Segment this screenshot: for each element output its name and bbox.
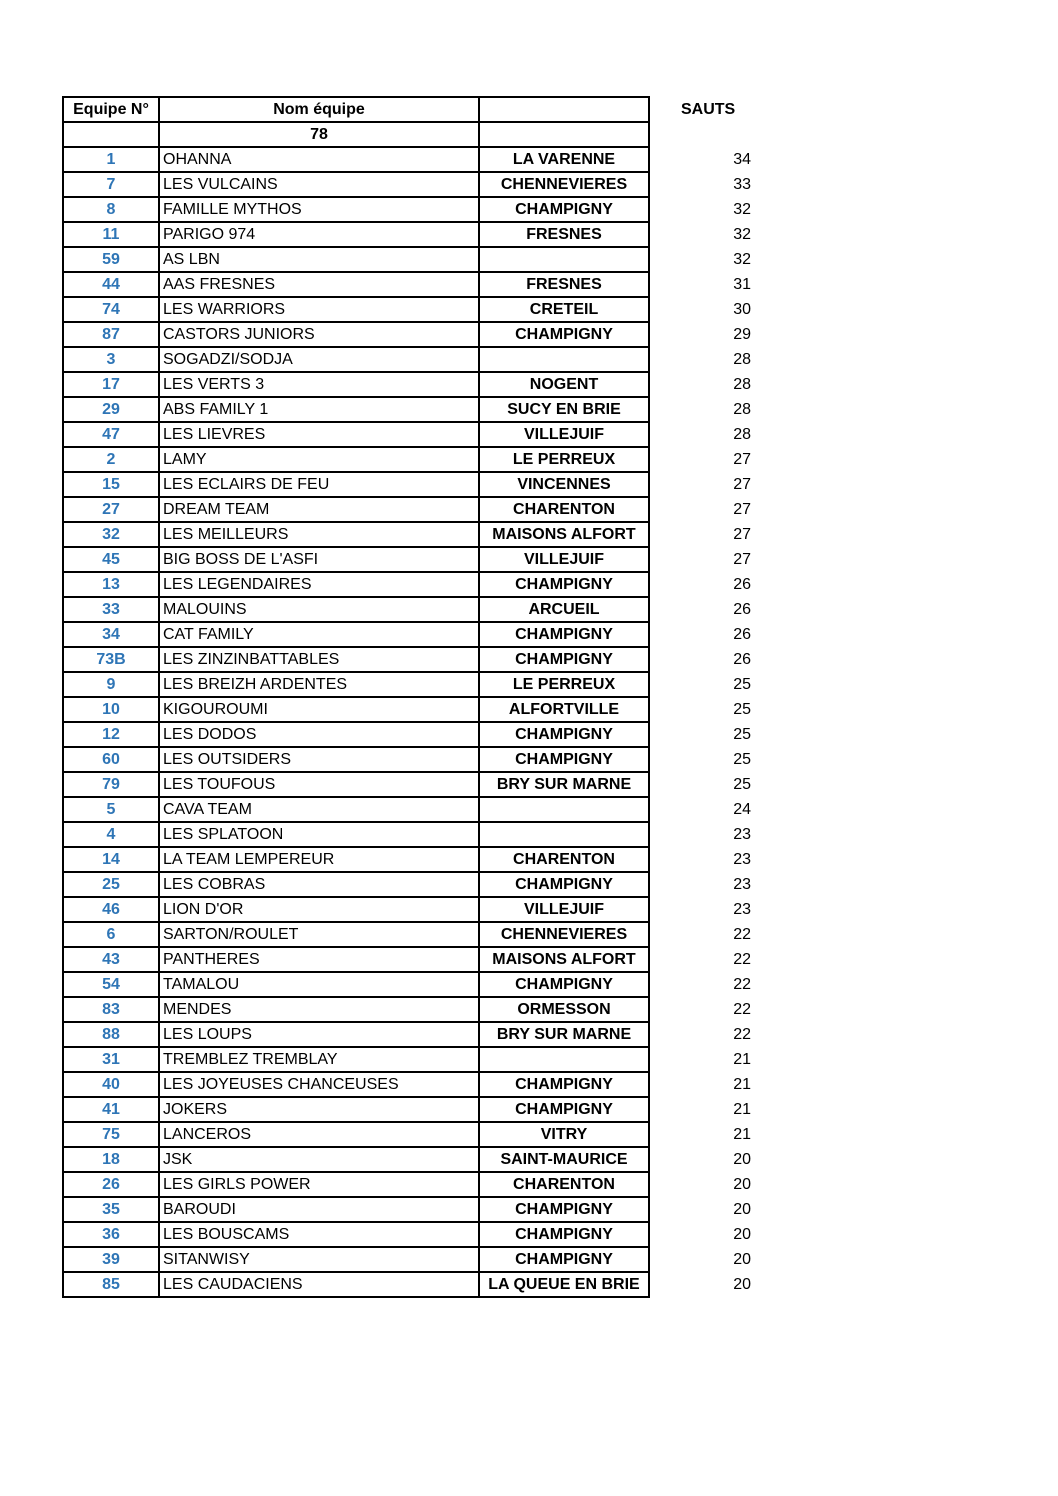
table-row xyxy=(63,1047,761,1072)
team-number-cell: 8 xyxy=(63,197,159,222)
team-number-cell: 10 xyxy=(63,697,159,722)
table-row xyxy=(63,1247,761,1272)
team-name-cell: LANCEROS xyxy=(159,1122,479,1147)
team-city-cell: LE PERREUX xyxy=(479,447,649,472)
score-cell: 21 xyxy=(733,1101,751,1118)
team-number-cell: 4 xyxy=(63,822,159,847)
team-name-cell: LES OUTSIDERS xyxy=(159,747,479,772)
gap-cell xyxy=(649,772,673,797)
team-city-cell xyxy=(479,797,649,822)
header-row xyxy=(63,97,761,122)
table-row xyxy=(63,472,761,497)
team-city-cell: NOGENT xyxy=(479,372,649,397)
team-name-cell: MALOUINS xyxy=(159,597,479,622)
team-number-cell: 25 xyxy=(63,872,159,897)
team-name-cell: LION D'OR xyxy=(159,897,479,922)
team-number-cell: 40 xyxy=(63,1072,159,1097)
team-number-cell: 33 xyxy=(63,597,159,622)
team-name-cell: CASTORS JUNIORS xyxy=(159,322,479,347)
gap-cell xyxy=(649,697,673,722)
team-city-cell: CHARENTON xyxy=(479,497,649,522)
team-city-cell: ARCUEIL xyxy=(479,597,649,622)
gap-cell xyxy=(649,1272,673,1297)
score-cell: 22 xyxy=(733,1026,751,1043)
table-row xyxy=(63,1172,761,1197)
table-row xyxy=(63,322,761,347)
team-number-cell: 6 xyxy=(63,922,159,947)
table-row xyxy=(63,797,761,822)
score-cell: 20 xyxy=(733,1251,751,1268)
table-row xyxy=(63,447,761,472)
gap-cell xyxy=(649,372,673,397)
table-row xyxy=(63,1197,761,1222)
score-cell: 20 xyxy=(733,1151,751,1168)
gap-cell xyxy=(649,1172,673,1197)
team-city-cell: CHAMPIGNY xyxy=(479,1197,649,1222)
table-row xyxy=(63,1097,761,1122)
gap-cell xyxy=(649,1247,673,1272)
score-cell: 22 xyxy=(733,1001,751,1018)
team-city-cell: LA VARENNE xyxy=(479,147,649,172)
team-name-cell: LES SPLATOON xyxy=(159,822,479,847)
team-number-cell: 36 xyxy=(63,1222,159,1247)
gap-cell xyxy=(649,597,673,622)
gap-cell xyxy=(649,1072,673,1097)
team-city-cell: ALFORTVILLE xyxy=(479,697,649,722)
team-name-cell: ABS FAMILY 1 xyxy=(159,397,479,422)
team-number-cell: 27 xyxy=(63,497,159,522)
team-name-cell: AS LBN xyxy=(159,247,479,272)
team-number-cell: 85 xyxy=(63,1272,159,1297)
team-city-cell: CHAMPIGNY xyxy=(479,572,649,597)
table-row xyxy=(63,422,761,447)
team-number-cell: 7 xyxy=(63,172,159,197)
table-row xyxy=(63,297,761,322)
gap-cell xyxy=(649,897,673,922)
gap-cell xyxy=(649,322,673,347)
team-name-cell: MENDES xyxy=(159,997,479,1022)
team-name-cell: LES DODOS xyxy=(159,722,479,747)
team-name-cell: LES VERTS 3 xyxy=(159,372,479,397)
subheader-row xyxy=(63,122,761,147)
team-name-cell: LES TOUFOUS xyxy=(159,772,479,797)
gap-cell xyxy=(649,972,673,997)
score-cell: 25 xyxy=(733,751,751,768)
team-name-cell: LES LIEVRES xyxy=(159,422,479,447)
team-number-cell: 41 xyxy=(63,1097,159,1122)
table-row xyxy=(63,972,761,997)
score-cell: 26 xyxy=(733,576,751,593)
results-table-container xyxy=(62,96,762,1298)
team-name-cell: LES COBRAS xyxy=(159,872,479,897)
score-cell: 28 xyxy=(733,376,751,393)
team-city-cell: MAISONS ALFORT xyxy=(479,947,649,972)
score-cell: 23 xyxy=(733,901,751,918)
gap-cell xyxy=(649,1122,673,1147)
team-number-cell: 32 xyxy=(63,522,159,547)
score-cell: 27 xyxy=(733,551,751,568)
team-number-cell: 87 xyxy=(63,322,159,347)
team-city-cell: BRY SUR MARNE xyxy=(479,772,649,797)
team-number-cell: 83 xyxy=(63,997,159,1022)
table-row xyxy=(63,922,761,947)
gap-cell xyxy=(649,947,673,972)
team-number-cell: 39 xyxy=(63,1247,159,1272)
gap-cell xyxy=(649,647,673,672)
team-name-cell: LES VULCAINS xyxy=(159,172,479,197)
results-table-body xyxy=(63,97,761,1297)
team-city-cell: VILLEJUIF xyxy=(479,547,649,572)
table-row xyxy=(63,572,761,597)
table-row xyxy=(63,722,761,747)
score-cell: 27 xyxy=(733,501,751,518)
score-cell: 27 xyxy=(733,451,751,468)
gap-cell xyxy=(649,722,673,747)
team-number-cell: 14 xyxy=(63,847,159,872)
team-city-cell: CHAMPIGNY xyxy=(479,647,649,672)
team-number-cell: 13 xyxy=(63,572,159,597)
team-name-cell: DREAM TEAM xyxy=(159,497,479,522)
team-name-cell: LES LOUPS xyxy=(159,1022,479,1047)
gap-cell xyxy=(649,172,673,197)
table-row xyxy=(63,147,761,172)
table-row xyxy=(63,1022,761,1047)
gap-cell xyxy=(649,847,673,872)
team-name-cell: SARTON/ROULET xyxy=(159,922,479,947)
team-number-cell: 12 xyxy=(63,722,159,747)
score-cell: 32 xyxy=(733,226,751,243)
team-name-cell: LES CAUDACIENS xyxy=(159,1272,479,1297)
table-row xyxy=(63,1272,761,1297)
team-city-cell xyxy=(479,247,649,272)
team-name-cell: BIG BOSS DE L'ASFI xyxy=(159,547,479,572)
score-cell: 20 xyxy=(733,1201,751,1218)
team-city-cell: CHAMPIGNY xyxy=(479,622,649,647)
team-name-cell: LAMY xyxy=(159,447,479,472)
score-cell: 22 xyxy=(733,951,751,968)
table-row xyxy=(63,497,761,522)
team-name-cell: TAMALOU xyxy=(159,972,479,997)
team-name-cell: LES BOUSCAMS xyxy=(159,1222,479,1247)
score-cell: 20 xyxy=(733,1226,751,1243)
score-cell: 24 xyxy=(733,801,751,818)
score-cell: 23 xyxy=(733,851,751,868)
table-row xyxy=(63,1147,761,1172)
team-number-cell: 79 xyxy=(63,772,159,797)
score-cell: 21 xyxy=(733,1051,751,1068)
team-number-cell: 43 xyxy=(63,947,159,972)
team-name-cell: JSK xyxy=(159,1147,479,1172)
gap-cell xyxy=(649,447,673,472)
team-name-cell: LA TEAM LEMPEREUR xyxy=(159,847,479,872)
table-row xyxy=(63,372,761,397)
team-number-cell: 46 xyxy=(63,897,159,922)
team-city-cell: MAISONS ALFORT xyxy=(479,522,649,547)
team-number-cell: 29 xyxy=(63,397,159,422)
subheader-team-name: 78 xyxy=(159,122,479,147)
gap-cell xyxy=(649,472,673,497)
team-name-cell: SOGADZI/SODJA xyxy=(159,347,479,372)
score-cell: 25 xyxy=(733,701,751,718)
team-number-cell: 9 xyxy=(63,672,159,697)
team-name-cell: LES LEGENDAIRES xyxy=(159,572,479,597)
team-name-cell: SITANWISY xyxy=(159,1247,479,1272)
gap-cell xyxy=(649,1097,673,1122)
team-city-cell: CHAMPIGNY xyxy=(479,722,649,747)
score-cell: 21 xyxy=(733,1076,751,1093)
gap-cell xyxy=(649,422,673,447)
score-cell: 28 xyxy=(733,426,751,443)
gap-cell xyxy=(649,497,673,522)
score-cell: 23 xyxy=(733,826,751,843)
team-name-cell: PANTHERES xyxy=(159,947,479,972)
header-team-number: Equipe N° xyxy=(63,97,159,122)
results-table xyxy=(62,96,762,1298)
team-city-cell: VINCENNES xyxy=(479,472,649,497)
gap-cell xyxy=(649,1022,673,1047)
team-city-cell: CHENNEVIERES xyxy=(479,922,649,947)
team-name-cell: TREMBLEZ TREMBLAY xyxy=(159,1047,479,1072)
team-number-cell: 18 xyxy=(63,1147,159,1172)
gap-cell xyxy=(649,872,673,897)
table-row xyxy=(63,672,761,697)
score-cell: 22 xyxy=(733,926,751,943)
gap-cell xyxy=(649,622,673,647)
team-city-cell: CHAMPIGNY xyxy=(479,1247,649,1272)
team-number-cell: 44 xyxy=(63,272,159,297)
team-name-cell: AAS FRESNES xyxy=(159,272,479,297)
score-cell: 23 xyxy=(733,876,751,893)
team-name-cell: KIGOUROUMI xyxy=(159,697,479,722)
team-city-cell: LE PERREUX xyxy=(479,672,649,697)
team-city-cell: FRESNES xyxy=(479,222,649,247)
score-cell: 29 xyxy=(733,326,751,343)
table-row xyxy=(63,697,761,722)
team-name-cell: LES ZINZINBATTABLES xyxy=(159,647,479,672)
score-cell: 27 xyxy=(733,526,751,543)
team-city-cell: CHAMPIGNY xyxy=(479,1072,649,1097)
gap-cell xyxy=(649,347,673,372)
team-number-cell: 3 xyxy=(63,347,159,372)
table-row xyxy=(63,1122,761,1147)
team-name-cell: CAT FAMILY xyxy=(159,622,479,647)
team-city-cell: VILLEJUIF xyxy=(479,422,649,447)
gap-cell xyxy=(649,1197,673,1222)
table-row xyxy=(63,997,761,1022)
gap-cell xyxy=(649,397,673,422)
table-row xyxy=(63,822,761,847)
team-city-cell: CHARENTON xyxy=(479,1172,649,1197)
table-row xyxy=(63,872,761,897)
team-number-cell: 74 xyxy=(63,297,159,322)
team-number-cell: 45 xyxy=(63,547,159,572)
team-city-cell: FRESNES xyxy=(479,272,649,297)
score-cell: 26 xyxy=(733,601,751,618)
gap-cell xyxy=(649,247,673,272)
table-row xyxy=(63,847,761,872)
table-row xyxy=(63,347,761,372)
team-city-cell: CHARENTON xyxy=(479,847,649,872)
gap-cell xyxy=(649,197,673,222)
team-city-cell: BRY SUR MARNE xyxy=(479,1022,649,1047)
score-cell: 22 xyxy=(733,976,751,993)
team-name-cell: LES GIRLS POWER xyxy=(159,1172,479,1197)
team-name-cell: LES ECLAIRS DE FEU xyxy=(159,472,479,497)
team-city-cell: CHAMPIGNY xyxy=(479,1222,649,1247)
table-row xyxy=(63,647,761,672)
gap-cell xyxy=(649,1222,673,1247)
subheader-score xyxy=(673,122,761,147)
gap-cell xyxy=(649,922,673,947)
team-number-cell: 11 xyxy=(63,222,159,247)
gap-cell xyxy=(649,547,673,572)
team-city-cell: CHENNEVIERES xyxy=(479,172,649,197)
score-cell: 25 xyxy=(733,776,751,793)
table-row xyxy=(63,522,761,547)
score-cell: 28 xyxy=(733,401,751,418)
table-row xyxy=(63,947,761,972)
table-row xyxy=(63,222,761,247)
team-number-cell: 5 xyxy=(63,797,159,822)
team-city-cell: VITRY xyxy=(479,1122,649,1147)
score-cell: 25 xyxy=(733,726,751,743)
score-cell: 32 xyxy=(733,251,751,268)
table-row xyxy=(63,622,761,647)
team-city-cell: CHAMPIGNY xyxy=(479,972,649,997)
team-name-cell: CAVA TEAM xyxy=(159,797,479,822)
team-city-cell: CHAMPIGNY xyxy=(479,197,649,222)
team-number-cell: 17 xyxy=(63,372,159,397)
score-cell: 33 xyxy=(733,176,751,193)
gap-cell xyxy=(649,822,673,847)
team-number-cell: 75 xyxy=(63,1122,159,1147)
score-cell: 30 xyxy=(733,301,751,318)
table-row xyxy=(63,247,761,272)
team-city-cell: CHAMPIGNY xyxy=(479,747,649,772)
team-name-cell: OHANNA xyxy=(159,147,479,172)
score-cell: 20 xyxy=(733,1176,751,1193)
table-row xyxy=(63,1222,761,1247)
gap-cell xyxy=(649,747,673,772)
team-number-cell: 60 xyxy=(63,747,159,772)
team-name-cell: LES JOYEUSES CHANCEUSES xyxy=(159,1072,479,1097)
team-number-cell: 1 xyxy=(63,147,159,172)
score-cell: 32 xyxy=(733,201,751,218)
team-number-cell: 15 xyxy=(63,472,159,497)
gap-cell xyxy=(649,1047,673,1072)
score-cell: 31 xyxy=(733,276,751,293)
table-row xyxy=(63,397,761,422)
score-cell: 26 xyxy=(733,651,751,668)
team-city-cell xyxy=(479,1047,649,1072)
gap-cell xyxy=(649,222,673,247)
table-row xyxy=(63,272,761,297)
subheader-team-number xyxy=(63,122,159,147)
table-row xyxy=(63,897,761,922)
team-name-cell: BAROUDI xyxy=(159,1197,479,1222)
gap-cell xyxy=(649,297,673,322)
score-cell: 28 xyxy=(733,351,751,368)
table-row xyxy=(63,772,761,797)
team-number-cell: 54 xyxy=(63,972,159,997)
team-name-cell: LES MEILLEURS xyxy=(159,522,479,547)
team-city-cell: SUCY EN BRIE xyxy=(479,397,649,422)
score-cell: 20 xyxy=(733,1276,751,1293)
team-number-cell: 31 xyxy=(63,1047,159,1072)
team-city-cell: ORMESSON xyxy=(479,997,649,1022)
team-city-cell: CRETEIL xyxy=(479,297,649,322)
team-number-cell: 26 xyxy=(63,1172,159,1197)
score-cell: 21 xyxy=(733,1126,751,1143)
table-row xyxy=(63,172,761,197)
table-row xyxy=(63,1072,761,1097)
gap-cell xyxy=(649,1147,673,1172)
team-city-cell: LA QUEUE EN BRIE xyxy=(479,1272,649,1297)
gap-cell xyxy=(649,997,673,1022)
table-row xyxy=(63,597,761,622)
header-gap xyxy=(649,97,673,122)
gap-cell xyxy=(649,572,673,597)
team-number-cell: 35 xyxy=(63,1197,159,1222)
header-team-name: Nom équipe xyxy=(159,97,479,122)
gap-cell xyxy=(649,272,673,297)
score-cell: 34 xyxy=(733,151,751,168)
team-city-cell xyxy=(479,822,649,847)
subheader-gap xyxy=(649,122,673,147)
gap-cell xyxy=(649,522,673,547)
gap-cell xyxy=(649,672,673,697)
team-number-cell: 59 xyxy=(63,247,159,272)
score-cell: 26 xyxy=(733,626,751,643)
team-name-cell: PARIGO 974 xyxy=(159,222,479,247)
team-number-cell: 34 xyxy=(63,622,159,647)
team-city-cell: VILLEJUIF xyxy=(479,897,649,922)
subheader-city xyxy=(479,122,649,147)
team-city-cell: CHAMPIGNY xyxy=(479,322,649,347)
team-city-cell: CHAMPIGNY xyxy=(479,1097,649,1122)
table-row xyxy=(63,197,761,222)
table-row xyxy=(63,747,761,772)
team-name-cell: LES WARRIORS xyxy=(159,297,479,322)
gap-cell xyxy=(649,797,673,822)
header-city xyxy=(479,97,649,122)
team-name-cell: LES BREIZH ARDENTES xyxy=(159,672,479,697)
team-number-cell: 2 xyxy=(63,447,159,472)
header-score: SAUTS xyxy=(681,101,736,118)
team-city-cell: SAINT-MAURICE xyxy=(479,1147,649,1172)
team-city-cell: CHAMPIGNY xyxy=(479,872,649,897)
team-number-cell: 47 xyxy=(63,422,159,447)
score-cell: 27 xyxy=(733,476,751,493)
gap-cell xyxy=(649,147,673,172)
team-number-cell: 73B xyxy=(63,647,159,672)
table-row xyxy=(63,547,761,572)
team-name-cell: FAMILLE MYTHOS xyxy=(159,197,479,222)
team-number-cell: 88 xyxy=(63,1022,159,1047)
team-name-cell: JOKERS xyxy=(159,1097,479,1122)
score-cell: 25 xyxy=(733,676,751,693)
team-city-cell xyxy=(479,347,649,372)
